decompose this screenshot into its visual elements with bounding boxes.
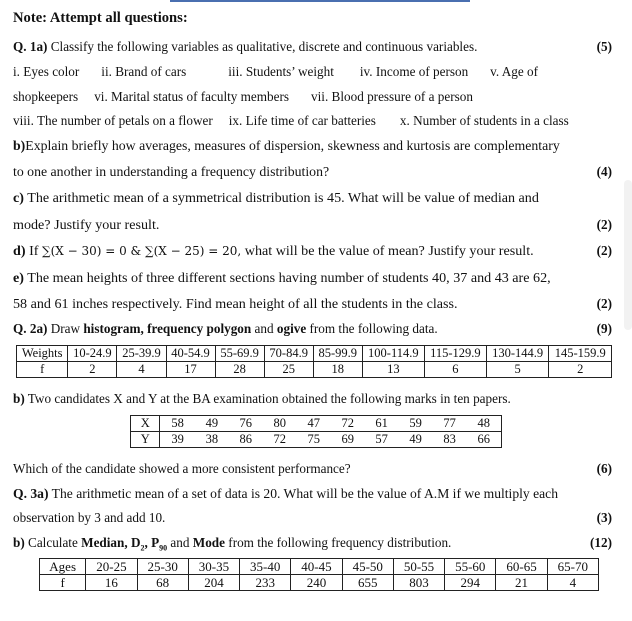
item-4: iv. Income of person	[359, 64, 469, 79]
weights-row	[17, 346, 612, 362]
q2a-pre: Draw	[50, 321, 81, 336]
q1b-label: b)	[13, 138, 26, 153]
q1b-marks: (4)	[596, 164, 612, 179]
q2b-question: Which of the candidate showed a more consistent performance?	[13, 461, 351, 476]
freq-cell: 6	[424, 362, 486, 378]
q2b-marks: (6)	[596, 461, 612, 476]
ages-freq-cell: 655	[342, 575, 393, 591]
item-9: ix. Life time of car batteries	[228, 113, 376, 128]
weights-class: 115-129.9	[424, 346, 486, 362]
q3b-and: and	[170, 535, 190, 550]
ages-freq-cell: 294	[445, 575, 496, 591]
q3a-label: Q. 3a)	[13, 486, 49, 501]
q3b-sub-2: 2	[140, 543, 145, 553]
ages-class: 50-55	[393, 559, 444, 575]
q3b-post: from the following frequency distribution.	[228, 535, 452, 550]
item-2: ii. Brand of cars	[101, 64, 187, 79]
weights-class: 25-39.9	[117, 346, 166, 362]
ages-class: 30-35	[188, 559, 239, 575]
q2a-marks: (9)	[596, 321, 612, 336]
q1a-items-row2	[13, 89, 473, 105]
q3a-line1	[13, 486, 558, 502]
ages-class: 65-70	[547, 559, 598, 575]
y-mark: 69	[331, 432, 365, 448]
q1e-marks: (2)	[596, 296, 612, 311]
ages-freq-row	[40, 575, 599, 591]
q2a-line	[13, 321, 438, 337]
q1d-line	[13, 243, 534, 259]
item-5-cont: shopkeepers	[13, 89, 79, 104]
ages-freq-cell: 4	[547, 575, 598, 591]
ages-class: 35-40	[240, 559, 291, 575]
q1b-line1	[13, 138, 560, 154]
ages-freq-cell: 68	[137, 575, 188, 591]
ages-header: Ages	[40, 559, 86, 575]
item-7: vii. Blood pressure of a person	[311, 89, 473, 104]
y-mark: 49	[399, 432, 433, 448]
weights-class: 145-159.9	[549, 346, 612, 362]
q2a-bold: histogram, frequency polygon	[83, 321, 252, 336]
weights-class: 55-69.9	[215, 346, 264, 362]
weights-table	[16, 345, 612, 378]
q2a-ogive: ogive	[276, 321, 307, 336]
q3a-text2: observation by 3 and add 10.	[13, 510, 166, 525]
x-mark: 58	[160, 416, 195, 432]
q3b-mode: Mode	[192, 535, 225, 550]
x-mark: 76	[229, 416, 263, 432]
q2b-text: Two candidates X and Y at the BA examination obtained the following marks in ten papers.	[27, 391, 511, 406]
q1e-label: e)	[13, 270, 24, 286]
q3b-p: , P	[144, 535, 160, 550]
q3b-pre: Calculate	[28, 535, 78, 550]
ages-freq-cell: 204	[188, 575, 239, 591]
item-5: v. Age of	[490, 64, 539, 79]
x-mark: 48	[467, 416, 502, 432]
freq-cell: 2	[549, 362, 612, 378]
x-mark: 47	[297, 416, 331, 432]
weights-class: 130-144.9	[486, 346, 549, 362]
q1a-marks: (5)	[596, 39, 612, 54]
q1e-text1: The mean heights of three different sections having number of students 40, 37 and 43 are 62,	[27, 270, 551, 286]
freq-cell: 18	[313, 362, 362, 378]
freq-cell: 25	[264, 362, 313, 378]
freq-cell: 28	[215, 362, 264, 378]
weights-class: 70-84.9	[264, 346, 313, 362]
q1a-text: Classify the following variables as qualitative, discrete and continuous variables.	[50, 39, 478, 54]
weights-class: 100-114.9	[362, 346, 424, 362]
y-mark: 66	[467, 432, 502, 448]
ages-class: 45-50	[342, 559, 393, 575]
q3a-marks: (3)	[596, 510, 612, 525]
q1d-if: If	[29, 243, 39, 259]
q2b-label: b)	[13, 391, 25, 406]
x-label: X	[131, 416, 160, 432]
q1d-marks: (2)	[596, 243, 612, 258]
q2b-line	[13, 391, 511, 407]
freq-cell: 13	[362, 362, 424, 378]
q1b-text1: Explain briefly how averages, measures of dispersion, skewness and kurtosis are complementary	[25, 138, 560, 153]
x-mark: 77	[433, 416, 467, 432]
q1d-equation: ∑(X − 30) = 0 & ∑(X − 25) = 20,	[42, 244, 242, 258]
item-6: vi. Marital status of faculty members	[94, 89, 290, 104]
q3a-text1: The arithmetic mean of a set of data is 20. What will be the value of A.M if we multiply each	[51, 486, 558, 501]
q1c-line1	[13, 190, 539, 206]
item-10: x. Number of students in a class	[399, 113, 569, 128]
ages-class: 40-45	[291, 559, 342, 575]
freq-cell: 5	[486, 362, 549, 378]
freq-row	[17, 362, 612, 378]
q3b-bold-terms	[81, 535, 168, 553]
q1e-text2: 58 and 61 inches respectively. Find mean height of all the students in the class.	[13, 296, 458, 312]
ages-freq-cell: 233	[240, 575, 291, 591]
item-8: viii. The number of petals on a flower	[13, 113, 213, 128]
freq-cell: 2	[68, 362, 117, 378]
ages-freq-cell: 803	[393, 575, 444, 591]
weights-class: 10-24.9	[68, 346, 117, 362]
q1c-label: c)	[13, 190, 24, 206]
item-3: iii. Students’ weight	[228, 64, 334, 79]
freq-cell: 17	[166, 362, 215, 378]
weights-class: 85-99.9	[313, 346, 362, 362]
x-mark: 49	[195, 416, 229, 432]
q3b-label: b)	[13, 535, 25, 550]
y-mark: 83	[433, 432, 467, 448]
q1a-items-row3	[13, 113, 569, 129]
ages-class: 20-25	[86, 559, 137, 575]
q3b-median-d: Median, D	[81, 535, 141, 550]
q1b-text2: to one another in understanding a frequency distribution?	[13, 164, 330, 179]
y-mark: 39	[160, 432, 195, 448]
q1d-label: d)	[13, 243, 26, 259]
q3b-line	[13, 535, 451, 557]
xy-marks-table	[130, 415, 502, 448]
q3b-marks: (12)	[590, 535, 612, 550]
note-heading: Note: Attempt all questions:	[13, 10, 188, 26]
q1e-line1	[13, 270, 551, 286]
weights-header: Weights	[17, 346, 68, 362]
x-mark: 61	[365, 416, 399, 432]
q3b-sub-90: 90	[159, 543, 168, 553]
freq-header: f	[17, 362, 68, 378]
y-row	[131, 432, 502, 448]
ages-class: 25-30	[137, 559, 188, 575]
q1a-line	[13, 39, 477, 55]
y-mark: 75	[297, 432, 331, 448]
x-row	[131, 416, 502, 432]
ages-row	[40, 559, 599, 575]
top-border-line	[170, 0, 470, 2]
ages-class: 60-65	[496, 559, 547, 575]
q1d-text: what will be the value of mean? Justify your result.	[244, 243, 534, 259]
q2a-and: and	[254, 321, 274, 336]
ages-freq-cell: 21	[496, 575, 547, 591]
item-1: i. Eyes color	[13, 64, 80, 79]
y-mark: 57	[365, 432, 399, 448]
ages-class: 55-60	[445, 559, 496, 575]
scrollbar[interactable]	[624, 180, 632, 330]
weights-class: 40-54.9	[166, 346, 215, 362]
y-mark: 86	[229, 432, 263, 448]
q1c-text2: mode? Justify your result.	[13, 217, 160, 233]
q1c-marks: (2)	[596, 217, 612, 232]
ages-freq-cell: 16	[86, 575, 137, 591]
freq-cell: 4	[117, 362, 166, 378]
q1a-label: Q. 1a)	[13, 39, 48, 54]
q1a-items-row1	[13, 64, 538, 80]
ages-table	[39, 558, 599, 591]
x-mark: 59	[399, 416, 433, 432]
x-mark: 72	[331, 416, 365, 432]
x-mark: 80	[263, 416, 297, 432]
ages-freq-header: f	[40, 575, 86, 591]
y-mark: 72	[263, 432, 297, 448]
q2a-post: from the following data.	[309, 321, 438, 336]
q1c-text1: The arithmetic mean of a symmetrical distribution is 45. What will be value of median and	[27, 190, 539, 206]
ages-freq-cell: 240	[291, 575, 342, 591]
q2a-label: Q. 2a)	[13, 321, 48, 336]
y-label: Y	[131, 432, 160, 448]
y-mark: 38	[195, 432, 229, 448]
